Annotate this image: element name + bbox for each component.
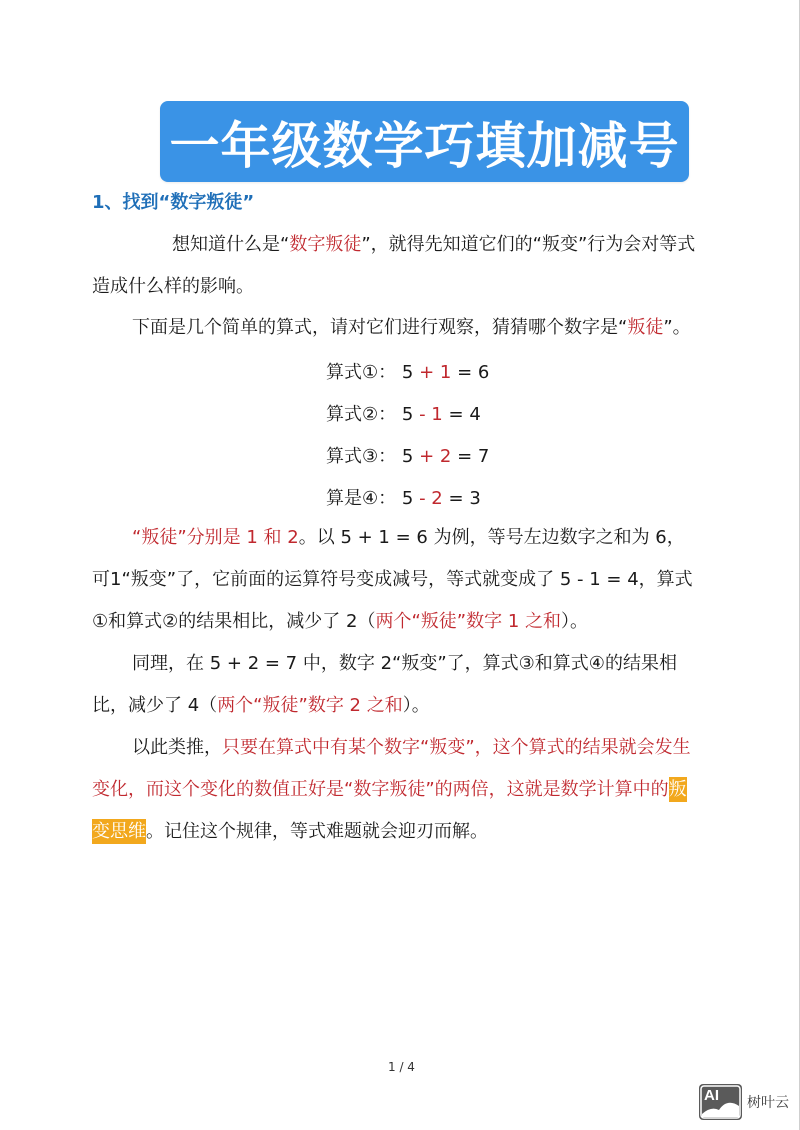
p3-text-d: ）。 xyxy=(561,611,588,632)
p4-text-a: 同理，在 5 + 2 = 7 中，数字 2“叛变”了，算式③和算式④的结果相比，减少了 4（ xyxy=(92,653,677,716)
equation-list xyxy=(326,352,489,520)
paragraph-5 xyxy=(92,727,704,853)
p2-text-c: ”。 xyxy=(663,317,691,338)
paragraph-2 xyxy=(92,307,704,349)
p2-emphasis: 叛徒 xyxy=(627,317,664,338)
paragraph-1 xyxy=(92,224,704,308)
p5-emphasis: 只要在算式中有某个数字“叛变”，这个算式的结果就会发生变化，而这个变化的数值正好是“数字叛徒”的两倍，这就是数学计算中的 xyxy=(92,737,691,800)
p3-emphasis-c: 两个“叛徒”数字 1 之和 xyxy=(375,611,561,632)
p1-emphasis: 数字叛徒 xyxy=(289,234,362,255)
equation-row: 算式②： 5 - 1 = 4 xyxy=(326,404,481,425)
paragraph-4 xyxy=(92,643,704,727)
p1-text-c: ”，就得先知道它们的“叛变”行为会对等式造成什么样的影响。 xyxy=(92,234,696,297)
title-banner xyxy=(160,101,689,182)
page-number: 1 / 4 xyxy=(388,1060,415,1074)
p4-emphasis: 两个“叛徒”数字 2 之和 xyxy=(217,695,403,716)
p5-text-d: 。记住这个规律，等式难题就会迎刃而解。 xyxy=(146,821,488,842)
p3-emphasis-a: “叛徒”分别是 1 和 2 xyxy=(132,527,299,548)
p2-text-a: 下面是几个简单的算式，请对它们进行观察，猜猜哪个数字是“ xyxy=(132,317,628,338)
watermark-logo xyxy=(699,1084,789,1120)
equation-row: 算是④： 5 - 2 = 3 xyxy=(326,488,481,509)
p3-text-b: 。以 5 + 1 = 6 为例，等号左边数字之和为 6， 可1“叛变”了，它前面的运算符号变成减号，等式就变成了 5 - 1 = 4，算式①和算式②的结果相比，减少了 2（ xyxy=(92,527,693,632)
watermark-text: 树叶云 xyxy=(747,1095,789,1111)
p5-highlight: 叛变思维 xyxy=(92,779,687,842)
section-heading: 1、找到“数字叛徒” xyxy=(92,192,255,213)
p4-text-c: ）。 xyxy=(402,695,430,716)
p5-text-a: 以此类推， xyxy=(132,737,222,758)
equation-row: 算式①： 5 + 1 = 6 xyxy=(326,362,490,383)
p1-text-a: 想知道什么是“ xyxy=(172,234,290,255)
ai-image-icon: AI xyxy=(699,1084,742,1120)
paragraph-3 xyxy=(92,517,704,643)
page-title: 一年级数学巧填加减号 xyxy=(169,116,680,175)
equation-row: 算式③： 5 + 2 = 7 xyxy=(326,446,490,467)
